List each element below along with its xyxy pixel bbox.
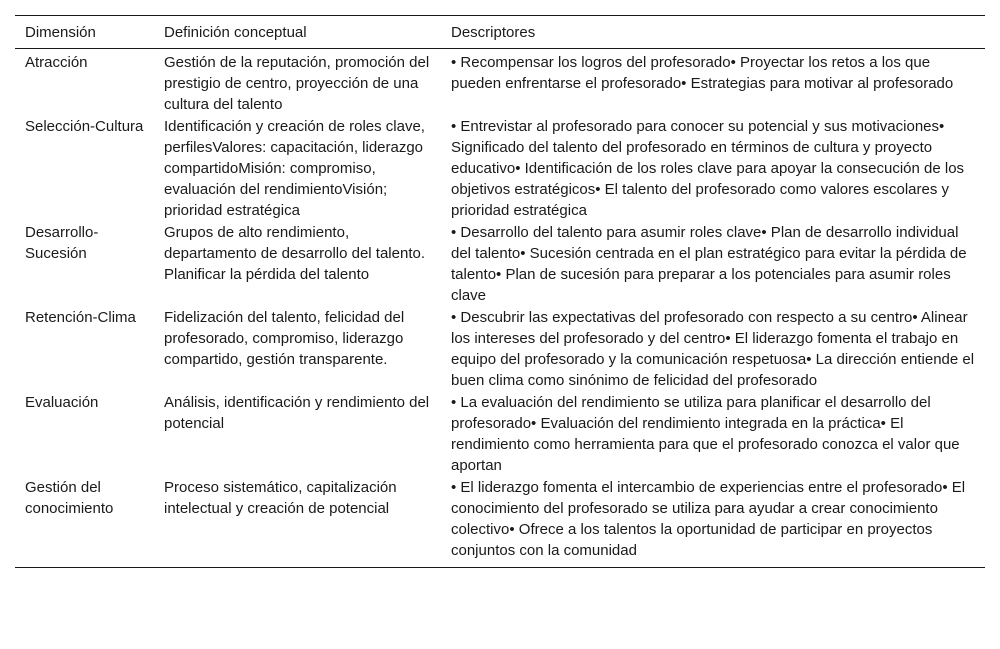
cell-dimension: Atracción (25, 54, 88, 71)
table-row (15, 476, 985, 568)
cell-dimension: Selección-Cultura (25, 118, 144, 135)
cell-dimension: Gestión del conocimiento (25, 479, 114, 517)
table-row (15, 391, 985, 476)
cell-descriptors: • Recompensar los logros del profesorado• Proyectar los retos a los que pueden enfrentarse el profesorado• Estrategias para motivar al profesorado (451, 54, 954, 92)
cell-dimension: Evaluación (25, 394, 99, 411)
talent-management-table-container (15, 15, 985, 568)
cell-definition: Identificación y creación de roles clave, perfilesValores: capacitación, liderazgo compartidoMisión: compromiso, evaluación del rendimientoVisión; prioridad estratégica (164, 118, 425, 219)
talent-management-table (15, 15, 985, 568)
cell-definition: Grupos de alto rendimiento, departamento de desarrollo del talento. Planificar la pérdida del talento (164, 224, 426, 283)
cell-dimension: Desarrollo-Sucesión (25, 224, 99, 262)
cell-dimension: Retención-Clima (25, 309, 136, 326)
table-row (15, 221, 985, 306)
header-row (15, 16, 985, 49)
table-body (15, 49, 985, 568)
table-row (15, 306, 985, 391)
header-definition: Definición conceptual (164, 24, 307, 41)
cell-descriptors: • La evaluación del rendimiento se utiliza para planificar el desarrollo del profesorado• Evaluación del rendimiento integrada en la práctica• El rendimiento como herramienta para que el profesorado conozca el valor que aportan (451, 394, 960, 474)
cell-definition: Fidelización del talento, felicidad del profesorado, compromiso, liderazgo compartido, gestión transparente. (164, 309, 405, 368)
cell-descriptors: • Desarrollo del talento para asumir roles clave• Plan de desarrollo individual del talento• Sucesión centrada en el plan estratégico para evitar la pérdida de talento• Plan de sucesión para preparar a los potenciales para asumir roles clave (451, 224, 967, 304)
table-row (15, 115, 985, 221)
cell-definition: Análisis, identificación y rendimiento del potencial (164, 394, 430, 432)
cell-descriptors: • Descubrir las expectativas del profesorado con respecto a su centro• Alinear los intereses del profesorado y del centro• El liderazgo fomenta el trabajo en equipo del profesorado y la comunicación respetuosa• La dirección entiende el buen clima como sinónimo de felicidad del profesorado (451, 309, 975, 389)
table-row (15, 49, 985, 116)
header-descriptors: Descriptores (451, 24, 536, 41)
table-header (15, 16, 985, 49)
header-dimension: Dimensión (25, 24, 96, 41)
cell-descriptors: • El liderazgo fomenta el intercambio de experiencias entre el profesorado• El conocimiento del profesorado se utiliza para ayudar a crear conocimiento colectivo• Ofrece a los talentos la oportunidad de participar en proyectos conjuntos con la comunidad (451, 479, 966, 559)
cell-definition: Gestión de la reputación, promoción del prestigio de centro, proyección de una cultura del talento (164, 54, 430, 113)
cell-descriptors: • Entrevistar al profesorado para conocer su potencial y sus motivaciones• Significado del talento del profesorado en términos de cultura y proyecto educativo• Identificación de los roles clave para apoyar la consecución de los objetivos estratégicos• El talento del profesorado como valores escolares y prioridad estratégica (451, 118, 965, 219)
cell-definition: Proceso sistemático, capitalización intelectual y creación de potencial (164, 479, 397, 517)
